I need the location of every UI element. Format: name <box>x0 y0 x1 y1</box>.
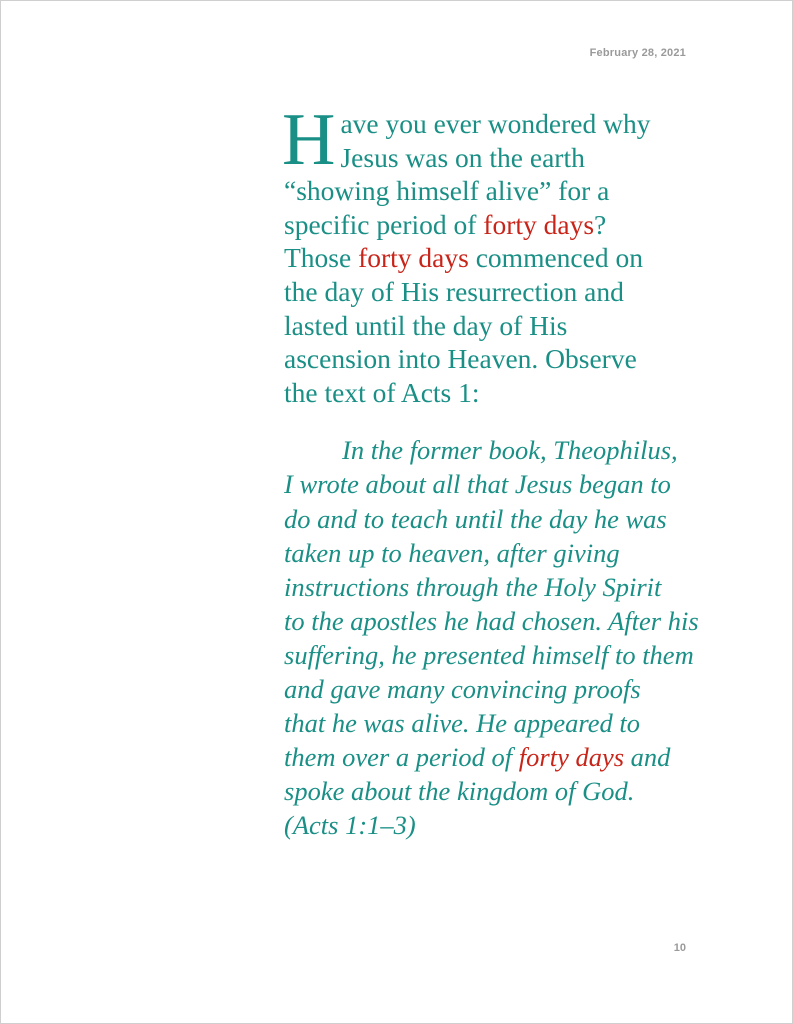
quote-line: to the apostles he had chosen. After his <box>284 605 699 636</box>
intro-text: Those <box>284 242 359 274</box>
intro-line: the day of His resurrection and <box>284 275 624 307</box>
intro-line: Jesus was on the earth <box>340 141 585 173</box>
highlight-forty-days: forty days <box>358 242 469 274</box>
intro-line: ascension into Heaven. Observe <box>284 343 637 375</box>
intro-line <box>284 208 694 242</box>
intro-text: commenced on <box>468 242 643 274</box>
body-text <box>282 99 699 842</box>
quote-citation: (Acts 1:1–3) <box>284 810 416 841</box>
quote-line: I wrote about all that Jesus began to <box>284 469 671 500</box>
quote-line: instructions through the Holy Spirit <box>284 571 662 602</box>
quote-line <box>284 740 694 774</box>
quote-line: suffering, he presented himself to them <box>284 639 694 670</box>
quote-line: that he was alive. He appeared to <box>284 708 640 739</box>
quote-text: and <box>624 742 671 773</box>
highlight-forty-days: forty days <box>518 742 625 773</box>
page-number: 10 <box>673 942 686 954</box>
quote-line: spoke about the kingdom of God. <box>284 776 635 807</box>
intro-line <box>284 241 694 275</box>
intro-text: specific period of <box>284 208 484 240</box>
intro-line <box>284 174 694 208</box>
quote-line: taken up to heaven, after giving <box>284 537 620 568</box>
intro-line: the text of Acts 1: <box>284 376 480 408</box>
intro-text: ? <box>594 208 607 240</box>
highlight-forty-days: forty days <box>483 208 595 240</box>
drop-cap: H <box>282 99 336 181</box>
intro-text: “showing himself alive” for a <box>284 175 610 207</box>
quote-line: and gave many convincing proofs <box>284 674 641 704</box>
quote-line: In the former book, Theophilus, <box>342 435 678 466</box>
intro-line: ave you ever wondered why <box>340 108 651 139</box>
quote-line: do and to teach until the day he was <box>284 503 667 534</box>
intro-line: lasted until the day of His <box>284 309 568 341</box>
page-date: February 28, 2021 <box>589 47 686 59</box>
scripture-quote <box>284 433 699 842</box>
quote-text: them over a period of <box>284 742 519 773</box>
intro-paragraph <box>282 99 694 409</box>
